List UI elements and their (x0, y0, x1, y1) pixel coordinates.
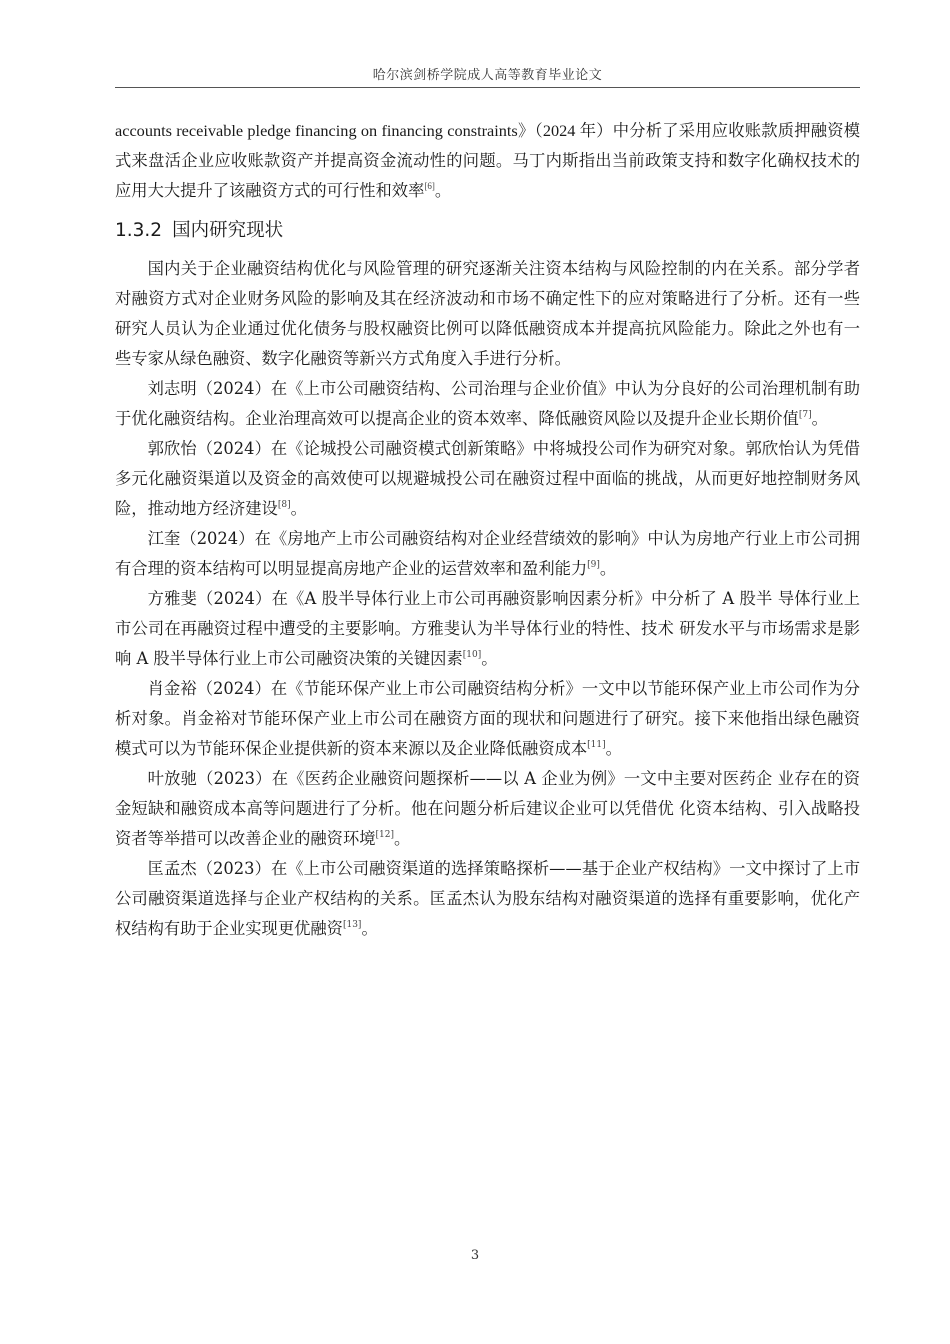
page-header-title: 哈尔滨剑桥学院成人高等教育毕业论文 (372, 68, 603, 83)
citation-marker: [12] (375, 830, 394, 840)
paragraph-text: 匡孟杰（2023）在《上市公司融资渠道的选择策略探析——基于企业产权结构》一文中探讨了上市公司融资渠道选择与企业产权结构的关系。匡孟杰认为股东结构对融资渠道的选择有重要影响，优化产权结构有助于企业实现更优融资 (115, 859, 860, 938)
paragraph-end: 。 (290, 499, 307, 518)
body-paragraph (115, 584, 860, 674)
paragraph-text: 江奎（2024）在《房地产上市公司融资结构对企业经营绩效的影响》中认为房地产行业上市公司拥有合理的资本结构可以明显提高房地产企业的运营效率和盈利能力 (115, 529, 860, 578)
paragraph-end: 。 (434, 181, 452, 200)
section-title: 国内研究现状 (172, 220, 284, 241)
paragraph-end: 。 (481, 649, 498, 668)
paragraph-text: 肖金裕（2024）在《节能环保产业上市公司融资结构分析》一文中以节能环保产业上市公司作为分析对象。肖金裕对节能环保产业上市公司在融资方面的现状和问题进行了研究。接下来他指出绿色融资模式可以为节能环保企业提供新的资本来源以及企业降低融资成本 (115, 679, 860, 758)
body-paragraph (115, 434, 860, 524)
header-divider (115, 87, 860, 88)
body-paragraph (115, 254, 860, 374)
paragraph-text: 方雅斐（2024）在《A 股半导体行业上市公司再融资影响因素分析》中分析了 A 股半 导体行业上市公司在再融资过程中遭受的主要影响。方雅斐认为半导体行业的特性、技术 研发水平与市场需求是影响 A 股半导体行业上市公司融资决策的关键因素 (115, 589, 860, 668)
citation-marker: [11] (587, 740, 606, 750)
section-number: 1.3.2 (115, 220, 163, 241)
paragraph-end: 。 (605, 739, 622, 758)
body-paragraph (115, 854, 860, 944)
paragraph-end: 。 (811, 409, 828, 428)
citation-marker: [13] (342, 920, 362, 930)
intro-paragraph (115, 116, 860, 206)
citation-marker: [8] (277, 500, 291, 510)
body-paragraph (115, 674, 860, 764)
paragraph-text: 郭欣怡（2024）在《论城投公司融资模式创新策略》中将城投公司作为研究对象。郭欣怡认为凭借多元化融资渠道以及资金的高效使可以规避城投公司在融资过程中面临的挑战，从而更好地控制财务风险，推动地方经济建设 (115, 439, 860, 518)
paragraph-end: 。 (394, 829, 411, 848)
body-paragraph (115, 524, 860, 584)
section-heading (115, 216, 860, 246)
page-number: 3 (470, 1248, 480, 1263)
body-paragraph (115, 374, 860, 434)
paragraph-text: 刘志明（2024）在《上市公司融资结构、公司治理与企业价值》中认为分良好的公司治理机制有助于优化融资结构。企业治理高效可以提高企业的资本效率、降低融资风险以及提升企业长期价值 (115, 379, 860, 428)
citation-marker: [10] (462, 650, 482, 660)
paragraph-text: 国内关于企业融资结构优化与风险管理的研究逐渐关注资本结构与风险控制的内在关系。部分学者对融资方式对企业财务风险的影响及其在经济波动和市场不确定性下的应对策略进行了分析。还有一些研究人员认为企业通过优化债务与股权融资比例可以降低融资成本并提高抗风险能力。除此之外也有一些专家从绿色融资、数字化融资等新兴方式角度入手进行分析。 (115, 259, 860, 368)
paragraph-end: 。 (599, 559, 617, 578)
citation-marker: [7] (798, 410, 812, 420)
paragraph-text: accounts receivable pledge financing on financing constraints》（2024 年）中分析了采用应收账款质押融资模式来盘活企业应收账款资产并提高资金流动性的问题。马丁内斯指出当前政策支持和数字化确权技术的应用大大提升了该融资方式的可行性和效率 (115, 121, 860, 200)
paragraph-end: 。 (361, 919, 378, 938)
citation-marker: [6] (424, 181, 435, 191)
paragraph-text: 叶放驰（2023）在《医药企业融资问题探析——以 A 企业为例》一文中主要对医药企 业存在的资金短缺和融资成本高等问题进行了分析。他在问题分析后建议企业可以凭借优 化资本结构、引入战略投资者等举措可以改善企业的融资环境 (115, 769, 860, 848)
document-body (115, 116, 860, 944)
citation-marker: [9] (587, 560, 600, 570)
body-paragraph (115, 764, 860, 854)
